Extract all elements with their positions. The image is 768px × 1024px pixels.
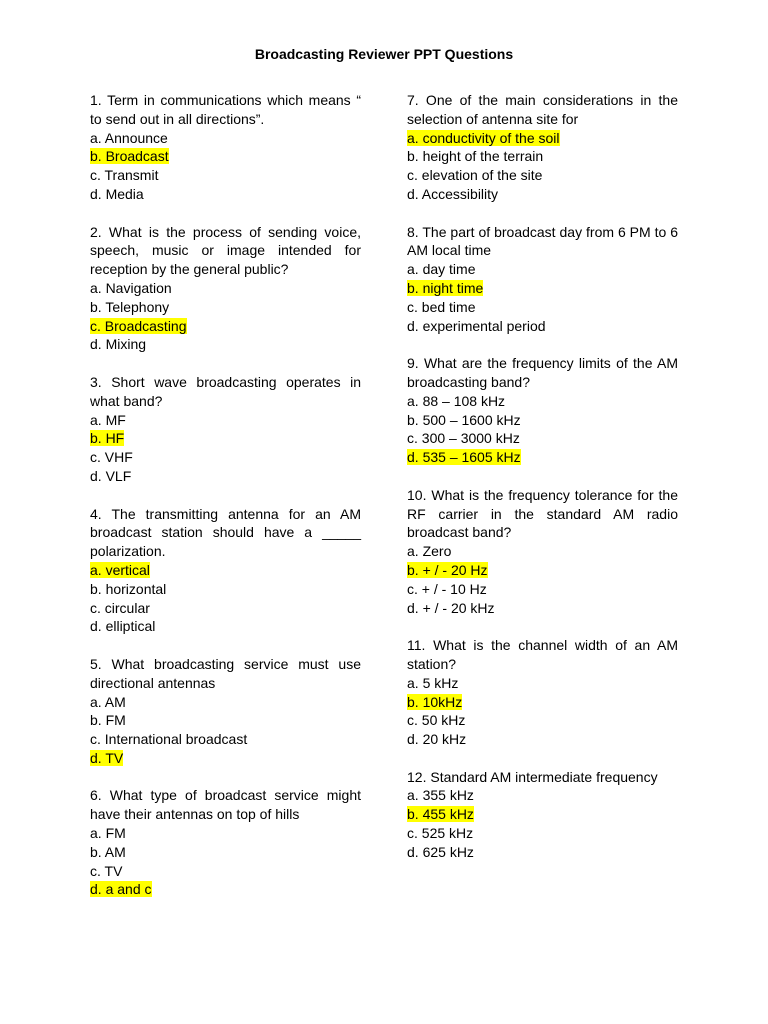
answer-option-line — [407, 429, 678, 448]
answer-option-line — [90, 617, 361, 636]
answer-option: b. horizontal — [90, 580, 167, 597]
question-text: 5. What broadcasting service must use directional antennas — [90, 655, 361, 691]
answer-option-line — [407, 711, 678, 730]
answer-option: b. height of the terrain — [407, 148, 544, 165]
answer-option: a. Announce — [90, 129, 168, 146]
answer-option-line — [407, 279, 678, 298]
answer-option: d. + / - 20 kHz — [407, 599, 495, 616]
answer-option-line — [90, 429, 361, 448]
answer-option: a. AM — [90, 693, 126, 710]
answer-option-line — [90, 880, 361, 899]
answer-option-line — [90, 335, 361, 354]
correct-answer-option: b. 455 kHz — [407, 806, 474, 823]
correct-answer-option: d. a and c — [90, 881, 152, 898]
answer-option-line — [407, 129, 678, 148]
answer-option-line — [407, 580, 678, 599]
answer-option: c. International broadcast — [90, 731, 248, 748]
correct-answer-option: b. 10kHz — [407, 693, 463, 710]
question-text: 2. What is the process of sending voice, speech, music or image intended for reception by the general public? — [90, 223, 361, 278]
answer-option: d. Mixing — [90, 336, 147, 353]
answer-option: a. Navigation — [90, 279, 172, 296]
correct-answer-option: d. 535 – 1605 kHz — [407, 449, 521, 466]
answer-option: b. AM — [90, 843, 126, 860]
answer-option-line — [407, 166, 678, 185]
correct-answer-option: b. + / - 20 Hz — [407, 561, 488, 578]
answer-option-line — [90, 147, 361, 166]
question-block — [90, 223, 361, 355]
answer-option: a. 355 kHz — [407, 787, 474, 804]
answer-option-line — [90, 824, 361, 843]
question-block — [90, 373, 361, 486]
question-column-left — [90, 91, 361, 918]
question-block — [407, 223, 678, 336]
question-text: 9. What are the frequency limits of the AM broadcasting band? — [407, 355, 678, 390]
question-block — [90, 505, 361, 637]
answer-option: c. Transmit — [90, 167, 159, 184]
question-block — [407, 91, 678, 204]
question-block — [407, 636, 678, 749]
question-text: 4. The transmitting antenna for an AM broadcast station should have a _____ polarization. — [90, 505, 361, 560]
answer-option: a. 5 kHz — [407, 674, 459, 691]
answer-option-line — [407, 185, 678, 204]
answer-option-line — [407, 542, 678, 561]
answer-option-line — [90, 185, 361, 204]
answer-option-line — [407, 805, 678, 824]
correct-answer-option: c. Broadcasting — [90, 317, 187, 334]
page-title: Broadcasting Reviewer PPT Questions — [254, 46, 514, 62]
answer-option: a. FM — [90, 825, 126, 842]
question-block — [90, 786, 361, 899]
answer-option-line — [407, 147, 678, 166]
answer-option-line — [90, 843, 361, 862]
answer-option-line — [90, 730, 361, 749]
answer-option-line — [90, 561, 361, 580]
answer-option-line — [90, 298, 361, 317]
answer-option-line — [90, 129, 361, 148]
answer-option: c. 525 kHz — [407, 825, 474, 842]
answer-option-line — [407, 260, 678, 279]
answer-option: d. Media — [90, 185, 144, 202]
answer-option: b. Telephony — [90, 298, 170, 315]
answer-option: c. bed time — [407, 298, 476, 315]
answer-option: d. 625 kHz — [407, 843, 474, 860]
correct-answer-option: d. TV — [90, 749, 124, 766]
answer-option-line — [407, 674, 678, 693]
answer-option: c. + / - 10 Hz — [407, 580, 487, 597]
answer-option-line — [407, 448, 678, 467]
answer-option: a. day time — [407, 261, 476, 278]
answer-option: a. Zero — [407, 543, 452, 560]
answer-option: d. experimental period — [407, 317, 546, 334]
answer-option: d. 20 kHz — [407, 731, 467, 748]
answer-option-line — [407, 843, 678, 862]
answer-option-line — [407, 599, 678, 618]
answer-option-line — [90, 862, 361, 881]
question-block — [407, 354, 678, 467]
answer-option-line — [407, 561, 678, 580]
correct-answer-option: a. vertical — [90, 561, 150, 578]
answer-option-line — [90, 166, 361, 185]
question-text: 7. One of the main considerations in the selection of antenna site for — [407, 92, 678, 127]
answer-option: d. Accessibility — [407, 185, 499, 202]
answer-option: c. 300 – 3000 kHz — [407, 430, 520, 447]
question-block — [90, 91, 361, 204]
answer-option: d. VLF — [90, 467, 132, 484]
answer-option-line — [407, 298, 678, 317]
question-text: 11. What is the channel width of an AM station? — [407, 637, 678, 672]
answer-option-line — [407, 730, 678, 749]
answer-option-line — [90, 448, 361, 467]
answer-option: c. 50 kHz — [407, 712, 466, 729]
answer-option: d. elliptical — [90, 618, 156, 635]
answer-option-line — [90, 317, 361, 336]
answer-option: b. FM — [90, 712, 126, 729]
question-text: 1. Term in communications which means “ to send out in all directions”. — [90, 92, 361, 127]
answer-option: b. 500 – 1600 kHz — [407, 411, 521, 428]
correct-answer-option: a. conductivity of the soil — [407, 129, 560, 146]
answer-option: c. circular — [90, 599, 150, 616]
answer-option-line — [407, 317, 678, 336]
answer-option-line — [407, 786, 678, 805]
answer-option-line — [90, 580, 361, 599]
answer-option: a. MF — [90, 411, 126, 428]
question-text: 12. Standard AM intermediate frequency — [407, 768, 658, 785]
answer-option-line — [90, 467, 361, 486]
answer-option-line — [90, 693, 361, 712]
answer-option-line — [90, 711, 361, 730]
answer-option-line — [407, 824, 678, 843]
answer-option: c. VHF — [90, 449, 133, 466]
answer-option-line — [407, 411, 678, 430]
question-text: 8. The part of broadcast day from 6 PM to 6 AM local time — [407, 223, 678, 259]
answer-option: c. elevation of the site — [407, 167, 543, 184]
question-column-right — [407, 91, 678, 880]
answer-option-line — [90, 279, 361, 298]
answer-option: a. 88 – 108 kHz — [407, 392, 506, 409]
answer-option-line — [90, 749, 361, 768]
answer-option-line — [90, 599, 361, 618]
answer-option-line — [407, 392, 678, 411]
correct-answer-option: b. HF — [90, 430, 125, 447]
question-block — [407, 768, 678, 862]
question-text: 6. What type of broadcast service might have their antennas on top of hills — [90, 787, 361, 823]
answer-option: c. TV — [90, 862, 123, 879]
answer-option-line — [407, 693, 678, 712]
question-block — [90, 655, 361, 768]
correct-answer-option: b. night time — [407, 279, 484, 296]
question-text: 3. Short wave broadcasting operates in what band? — [90, 373, 361, 409]
question-block — [407, 486, 678, 618]
question-text: 10. What is the frequency tolerance for the RF carrier in the standard AM radio broadcast band? — [407, 486, 678, 541]
answer-option-line — [90, 411, 361, 430]
correct-answer-option: b. Broadcast — [90, 148, 169, 165]
